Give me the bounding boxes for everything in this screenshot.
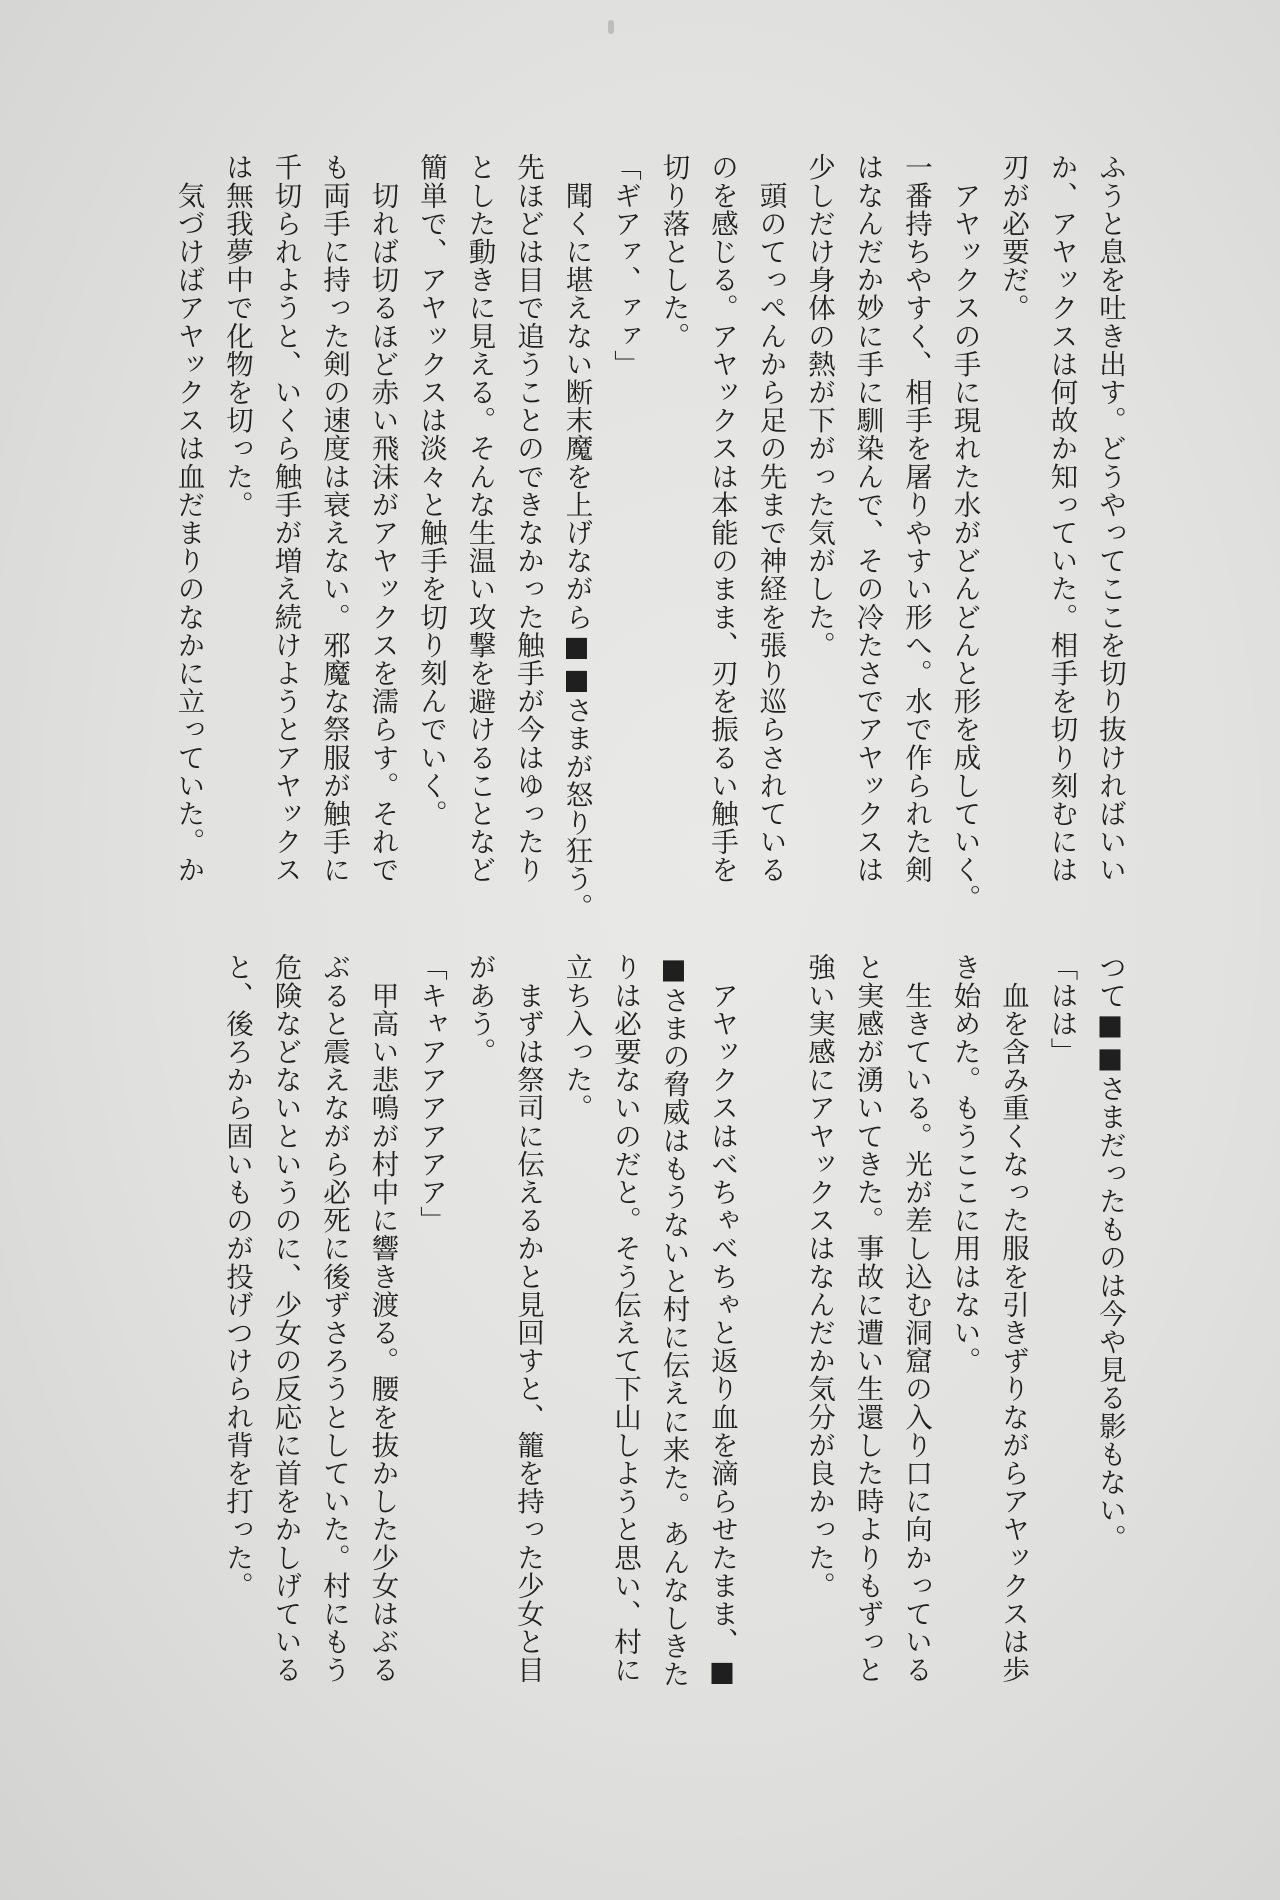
text-column: は無我夢中で化物を切った。 [221, 153, 253, 519]
text-column: アヤックスの手に現れた水がどんどんと形を成していく。 [948, 153, 981, 912]
text-column: まずは祭司に伝えるかと見回すと、籠を持った少女と目 [512, 953, 544, 1684]
text-column: か、アヤックスは何故か知っていた。相手を切り刻むには [1045, 153, 1078, 884]
text-column: 立ち入った。 [560, 953, 593, 1122]
text-column: 血を含み重くなった服を引きずりながらアヤックスは歩 [997, 953, 1029, 1684]
text-column: 強い実感にアヤックスはなんだか気分が良かった。 [803, 953, 835, 1600]
text-column: 「ギアァ、ァァ」 [609, 153, 641, 378]
text-column: のを感じる。アヤックスは本能のまま、刃を振るい触手を [706, 153, 738, 884]
text-column: ふうと息を吐き出す。どうやってここを切り抜ければいい [1094, 153, 1126, 884]
page-smudge [608, 20, 614, 34]
text-column: りは必要ないのだと。そう伝えて下山しようと思い、村に [609, 953, 641, 1684]
text-column: 甲高い悲鳴が村中に響き渡る。腰を抜かした少女はぶる [366, 953, 399, 1684]
text-column: 簡単で、アヤックスは淡々と触手を切り刻んでいく。 [415, 153, 447, 828]
text-column: 危険などないというのに、少女の反応に首をかしげている [269, 953, 302, 1684]
text-column: はなんだか妙に手に馴染んで、その冷たさでアヤックスは [851, 153, 884, 884]
text-column: ■さまの脅威はもうないと村に伝えに来た。あんなしきた [657, 953, 690, 1689]
text-column: 「はは」 [1045, 953, 1078, 1066]
text-block-bottom [213, 953, 1135, 1723]
text-column: 少しだけ身体の熱が下がった気がした。 [803, 153, 835, 659]
text-column: 千切られようと、いくら触手が増え続けようとアヤックス [269, 153, 302, 884]
text-column: 生きている。光が差し込む洞窟の入り口に向かっている [900, 953, 932, 1684]
text-column: 切れば切るほど赤い飛沫がアヤックスを濡らす。それで [366, 153, 399, 884]
text-column: き始めた。もうここに用はない。 [948, 953, 981, 1375]
text-column: 刃が必要だ。 [997, 153, 1029, 322]
text-column: と実感が湧いてきた。事故に遭い生還した時よりもずっと [851, 953, 884, 1684]
text-column: も両手に持った剣の速度は衰えない。邪魔な祭服が触手に [318, 153, 350, 884]
text-column: 頭のてっぺんから足の先まで神経を張り巡らされている [754, 153, 787, 884]
text-column [746, 953, 795, 1723]
text-column: 先ほどは目で追うことのできなかった触手が今はゆったり [512, 153, 544, 884]
text-column: と、後ろから固いものが投げつけられ背を打った。 [221, 953, 253, 1600]
text-column: 「キャアアアアアア」 [415, 953, 447, 1234]
text-column: つて■■さまだったものは今や見る影もない。 [1094, 953, 1126, 1553]
text-column: があう。 [463, 953, 496, 1066]
text-column: 聞くに堪えない断末魔を上げながら■■さまが怒り狂う。 [560, 153, 593, 921]
text-column: アヤックスはべちゃべちゃと返り血を滴らせたまま、■ [706, 953, 738, 1689]
text-column: 一番持ちやすく、相手を屠りやすい形へ。水で作られた剣 [900, 153, 932, 884]
text-column: とした動きに見える。そんな生温い攻撃を避けることなど [463, 153, 496, 884]
text-column: 気づけばアヤックスは血だまりのなかに立っていた。か [172, 153, 205, 884]
text-column: 切り落とした。 [657, 153, 690, 350]
text-column: ぶると震えながら必死に後ずさろうとしていた。村にもう [318, 953, 350, 1684]
text-block-top [164, 153, 1134, 923]
